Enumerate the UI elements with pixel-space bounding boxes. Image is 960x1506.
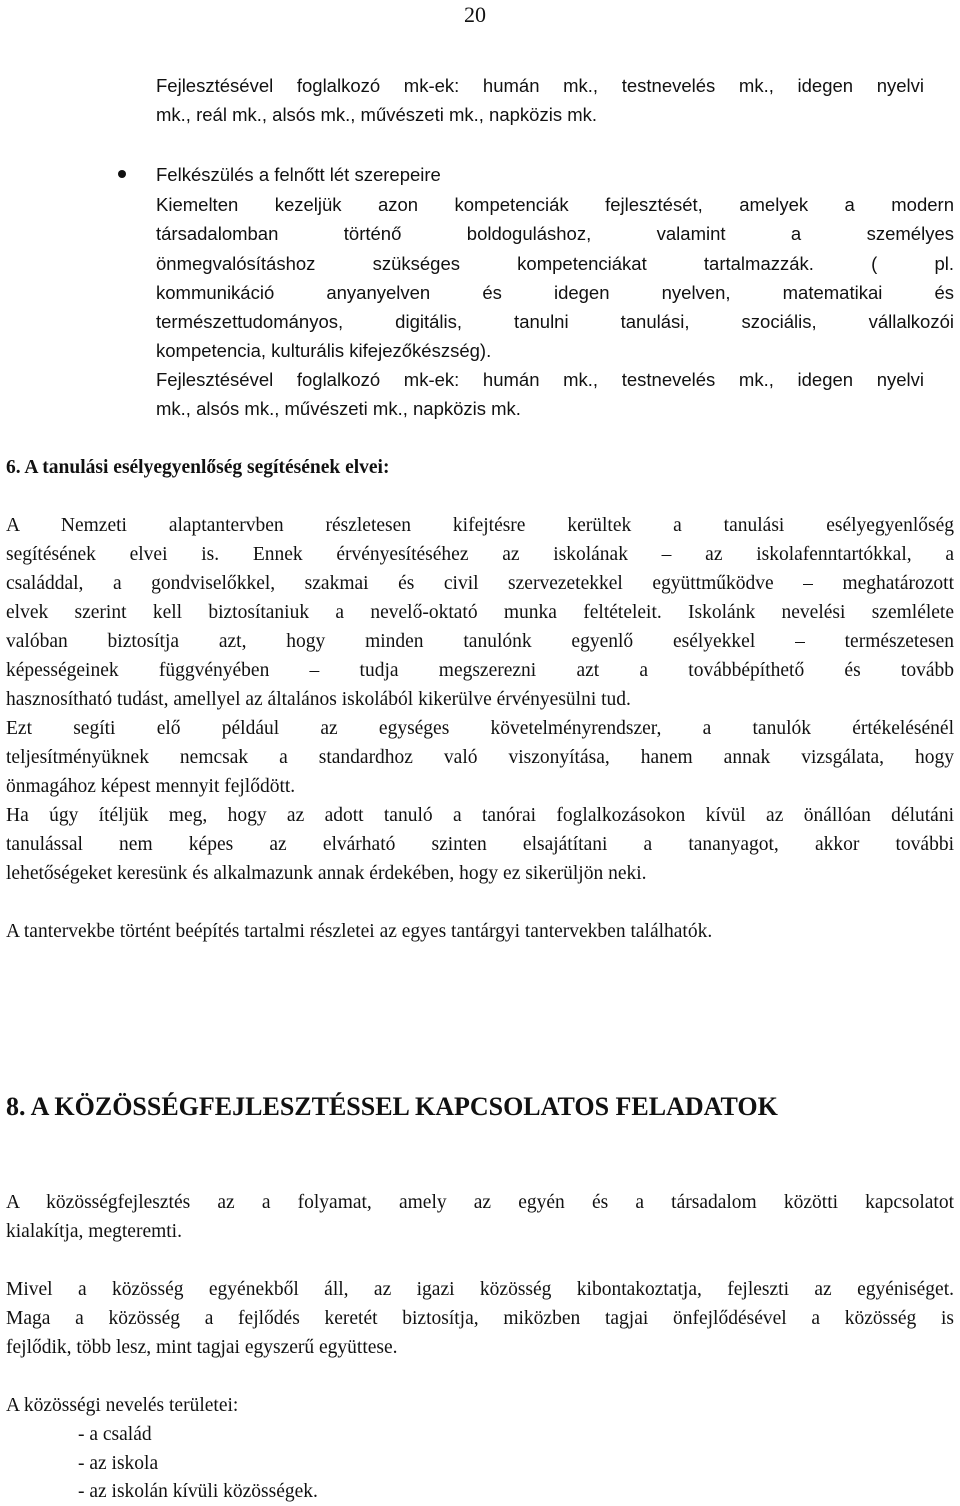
section6-para1-line-1: A Nemzeti alaptantervben részletesen kifejtésre kerültek a tanulási esélyegyenlőség [6,515,954,536]
section8-para1-line-2: kialakítja, megteremti. [6,1221,182,1242]
section6-para4: A tantervekbe történt beépítés tartalmi részletei az egyes tantárgyi tantervekben találhatók. [6,921,713,942]
section8-para2-line-1: Mivel a közösség egyénekből áll, az igazi közösség kibontakoztatja, fejleszti az egyéniséget. [6,1279,954,1300]
block1-line-2: mk., reál mk., alsós mk., művészeti mk., napközis mk. [156,104,598,125]
section6-para1-line-5: valóban biztosítja azt, hogy minden tanulónk egyenlő esélyekkel – természetesen [6,631,954,652]
bullet-icon [118,170,126,178]
section6-para1-line-3: családdal, a gondviselőkkel, szakmai és civil szervezetekkel együttműködve – meghatározott [6,573,954,594]
section6-heading: 6. A tanulási esélyegyenlőség segítésének elvei: [6,457,390,478]
area-item-3: - az iskolán kívüli közösségek. [78,1481,318,1502]
section8-para2-line-2: Maga a közösség a fejlődés keretét biztosítja, miközben tagjai önfejlődésével a közösség is [6,1308,954,1329]
block2-line-7: kompetencia, kulturális kifejezőkészség). [156,340,492,361]
block2-line-4: önmegvalósításhoz szükséges kompetenciákat tartalmazzák. ( pl. [156,253,954,274]
section6-para3-line-2: tanulással nem képes az elvárható szinten elsajátítani a tananyagot, akkor további [6,834,954,855]
area-item-1: - a család [78,1424,152,1445]
section6-para1-line-6: képességeinek függvényében – tudja megszerezni azt a továbbépíthető és tovább [6,660,954,681]
section6-para3-line-1: Ha úgy ítéljük meg, hogy az adott tanuló a tanórai foglalkozásokon kívül az önállóan délutáni [6,805,954,826]
block2-line-6: természettudományos, digitális, tanulni tanulási, szociális, vállalkozói [156,311,954,332]
section8-heading: 8. A KÖZÖSSÉGFEJLESZTÉSSEL KAPCSOLATOS FELADATOK [6,1092,778,1121]
block2-line-9: mk., alsós mk., művészeti mk., napközis mk. [156,398,521,419]
block2-line-3: társadalomban történő boldoguláshoz, valamint a személyes [156,223,954,244]
section6-para2-line-1: Ezt segíti elő például az egységes követelményrendszer, a tanulók értékelésénél [6,718,954,739]
section6-para3-line-3: lehetőségeket keresünk és alkalmazunk annak érdekében, hogy ez sikerüljön neki. [6,863,647,884]
block2-line-5: kommunikáció anyanyelven és idegen nyelven, matematikai és [156,282,954,303]
areas-intro: A közösségi nevelés területei: [6,1395,239,1416]
section8-para2-line-3: fejlődik, több lesz, mint tagjai egyszerű együttese. [6,1337,398,1358]
section6-para1-line-2: segítésének elvei is. Ennek érvényesítéséhez az iskolának – az iskolafenntartókkal, a [6,544,954,565]
area-item-2: - az iskola [78,1453,159,1474]
block2-line-8: Fejlesztésével foglalkozó mk-ek: humán mk., testnevelés mk., idegen nyelvi [156,369,924,390]
bullet-title: Felkészülés a felnőtt lét szerepeire [156,164,441,185]
section8-para1-line-1: A közösségfejlesztés az a folyamat, amely az egyén és a társadalom közötti kapcsolatot [6,1192,954,1213]
section6-para1-line-7: hasznosítható tudást, amellyel az általános iskolából kikerülve érvényesülni tud. [6,689,631,710]
block1-line-1: Fejlesztésével foglalkozó mk-ek: humán mk., testnevelés mk., idegen nyelvi [156,75,924,96]
section6-para2-line-3: önmagához képest mennyit fejlődött. [6,776,296,797]
block2-line-2: Kiemelten kezeljük azon kompetenciák fejlesztését, amelyek a modern [156,194,954,215]
page-number: 20 [464,2,486,27]
section6-para1-line-4: elvek szerint kell biztosítaniuk a nevelő-oktató munka feltételeit. Iskolánk nevelési szemlélete [6,602,954,623]
section6-para2-line-2: teljesítményüknek nemcsak a standardhoz való viszonyítása, hanem annak vizsgálata, hogy [6,747,954,768]
